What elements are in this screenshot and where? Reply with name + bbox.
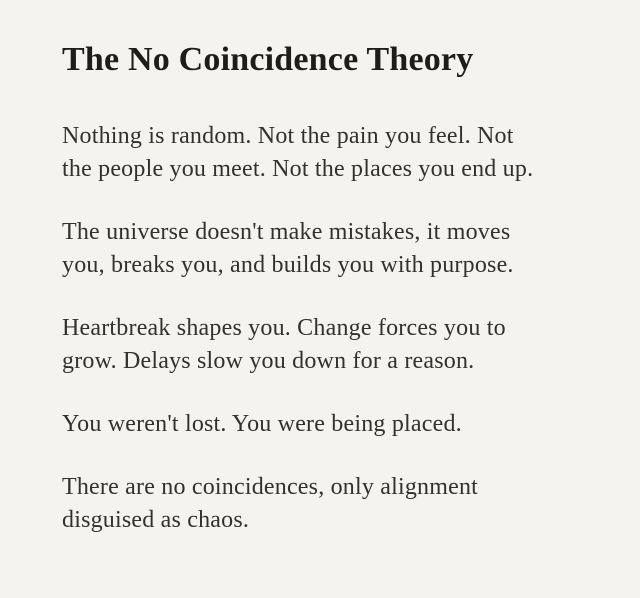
quote-line: You weren't lost. You were being placed. [62, 411, 462, 438]
quote-line: Heartbreak shapes you. Change forces you to [62, 315, 506, 342]
quote-paragraph-1 [62, 120, 578, 186]
quote-paragraph-3 [62, 312, 578, 378]
quote-title: The No Coincidence Theory [62, 41, 474, 78]
quote-line: Nothing is random. Not the pain you feel. Not [62, 123, 514, 150]
quote-paragraph-5 [62, 471, 578, 537]
quote-line: grow. Delays slow you down for a reason. [62, 348, 475, 375]
quote-paragraph-2 [62, 216, 578, 282]
quote-line: disguised as chaos. [62, 507, 250, 534]
quote-paragraph-4 [62, 408, 578, 441]
quote-line: There are no coincidences, only alignment [62, 474, 479, 501]
quote-line: the people you meet. Not the places you end up. [62, 156, 534, 183]
quote-line: you, breaks you, and builds you with purpose. [62, 252, 514, 279]
quote-line: The universe doesn't make mistakes, it moves [62, 219, 511, 246]
